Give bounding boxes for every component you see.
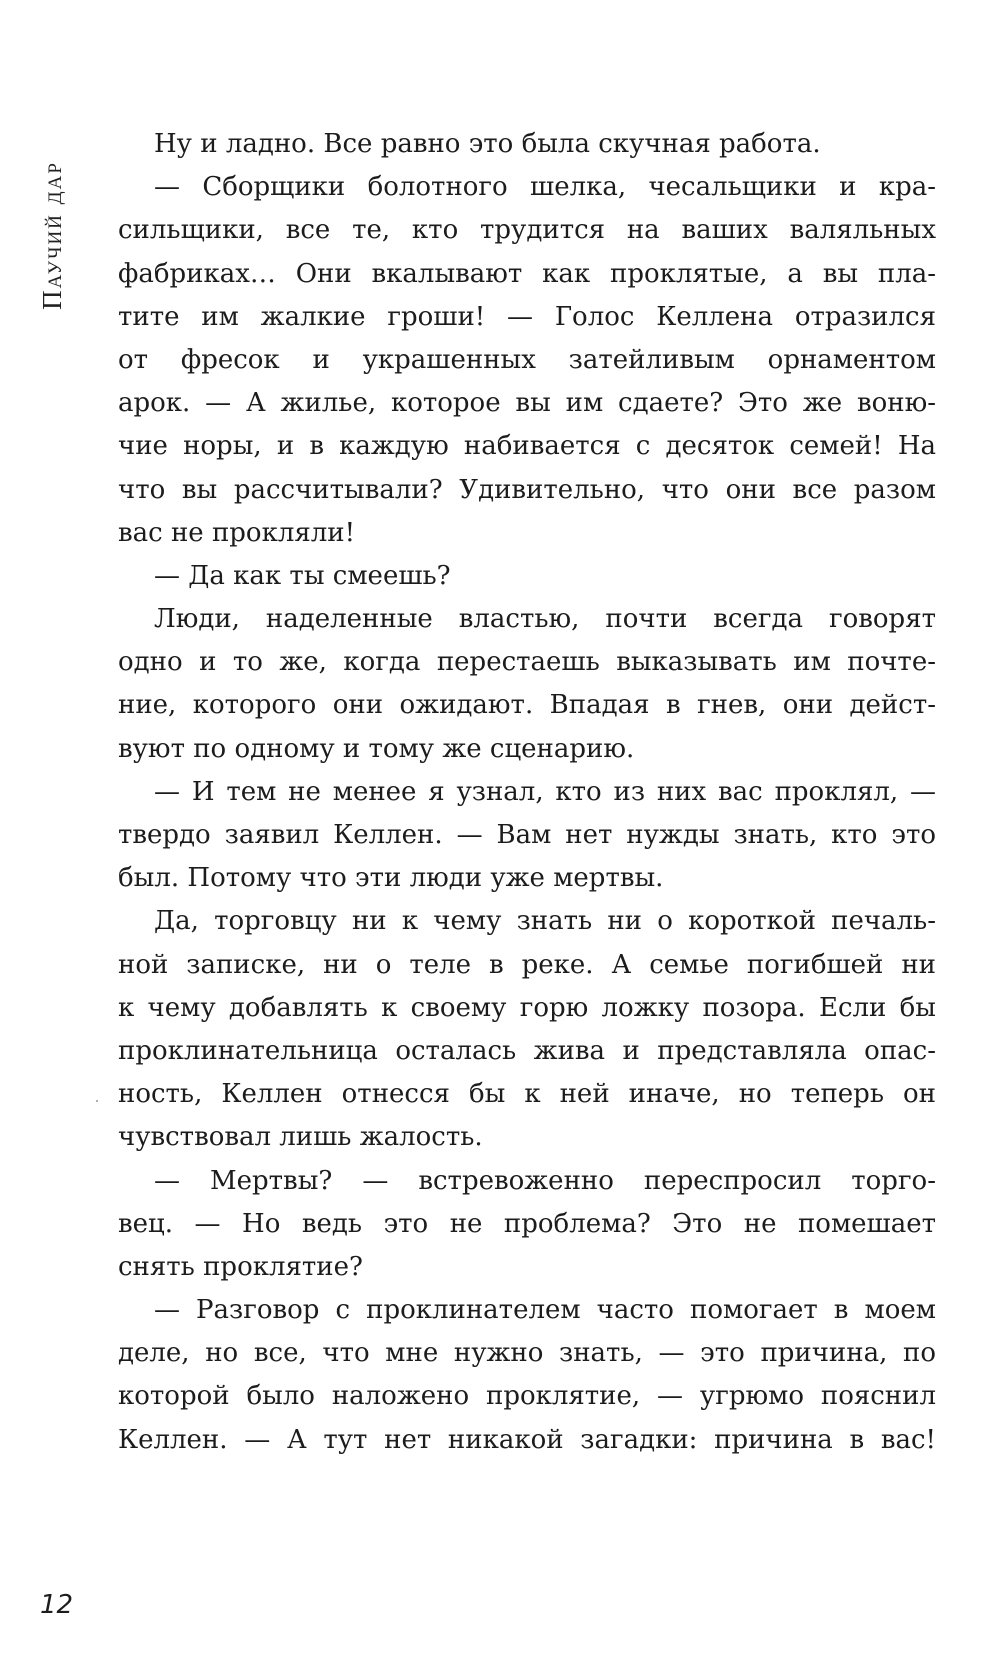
- text-line: к чему добавлять к своему горю ложку позора. Если бы: [118, 992, 936, 1023]
- text-line: арок. — А жилье, которое вы им сдаете? Это же воню-: [118, 388, 936, 419]
- text-line: Да, торговцу ни к чему знать ни о короткой печаль-: [154, 906, 936, 937]
- page-number: 12: [40, 1590, 74, 1620]
- text-line: твердо заявил Келлен. — Вам нет нужды знать, кто это: [118, 820, 936, 850]
- text-line: фабриках… Они вкалывают как проклятые, а вы пла-: [118, 258, 936, 289]
- text-line: Люди, наделенные властью, почти всегда говорят: [154, 604, 936, 635]
- text-line: Ну и ладно. Все равно это была скучная работа.: [154, 129, 821, 159]
- text-line: — Мертвы? — встревоженно переспросил торго-: [154, 1165, 936, 1196]
- margin-speck: [96, 1100, 98, 1102]
- text-line: — Разговор с проклинателем часто помогает в моем: [154, 1295, 936, 1326]
- text-line: Келлен. — А тут нет никакой загадки: причина в вас!: [118, 1424, 936, 1455]
- text-line: что вы рассчитывали? Удивительно, что они все разом: [118, 474, 936, 505]
- text-line: — Да как ты смеешь?: [154, 560, 451, 591]
- text-line: ние, которого они ожидают. Впадая в гнев, они дейст-: [118, 690, 936, 721]
- text-line: проклинательница осталась жива и представляла опас-: [118, 1035, 936, 1066]
- text-line: деле, но все, что мне нужно знать, — это причина, по: [118, 1338, 936, 1369]
- text-line: тите им жалкие гроши! — Голос Келлена отразился: [118, 301, 936, 332]
- text-line: ность, Келлен отнесся бы к ней иначе, но теперь он: [118, 1079, 936, 1110]
- body-text: [118, 123, 936, 1462]
- text-line: был. Потому что эти люди уже мертвы.: [118, 863, 664, 894]
- text-line: вас не прокляли!: [118, 517, 356, 548]
- text-line: от фресок и украшенных затейливым орнаментом: [118, 344, 936, 375]
- text-line: одно и то же, когда перестаешь выказывать им почте-: [118, 647, 936, 678]
- text-line: вуют по одному и тому же сценарию.: [118, 733, 635, 764]
- running-head: [28, 135, 76, 335]
- text-line: вец. — Но ведь это не проблема? Это не помешает: [118, 1208, 936, 1239]
- text-line: чие норы, и в каждую набивается с десяток семей! На: [118, 431, 936, 462]
- text-line: — И тем не менее я узнал, кто из них вас проклял, —: [154, 776, 936, 807]
- text-line: которой было наложено проклятие, — угрюмо пояснил: [118, 1381, 936, 1412]
- text-line: сильщики, все те, кто трудится на ваших валяльных: [118, 215, 936, 246]
- text-line: снять проклятие?: [118, 1251, 363, 1282]
- text-line: ной записке, ни о теле в реке. А семье погибшей ни: [118, 949, 936, 980]
- text-line: — Сборщики болотного шелка, чесальщики и кра-: [154, 172, 936, 203]
- text-line: чувствовал лишь жалость.: [118, 1122, 483, 1153]
- running-head-title: Паучий дар: [36, 160, 67, 310]
